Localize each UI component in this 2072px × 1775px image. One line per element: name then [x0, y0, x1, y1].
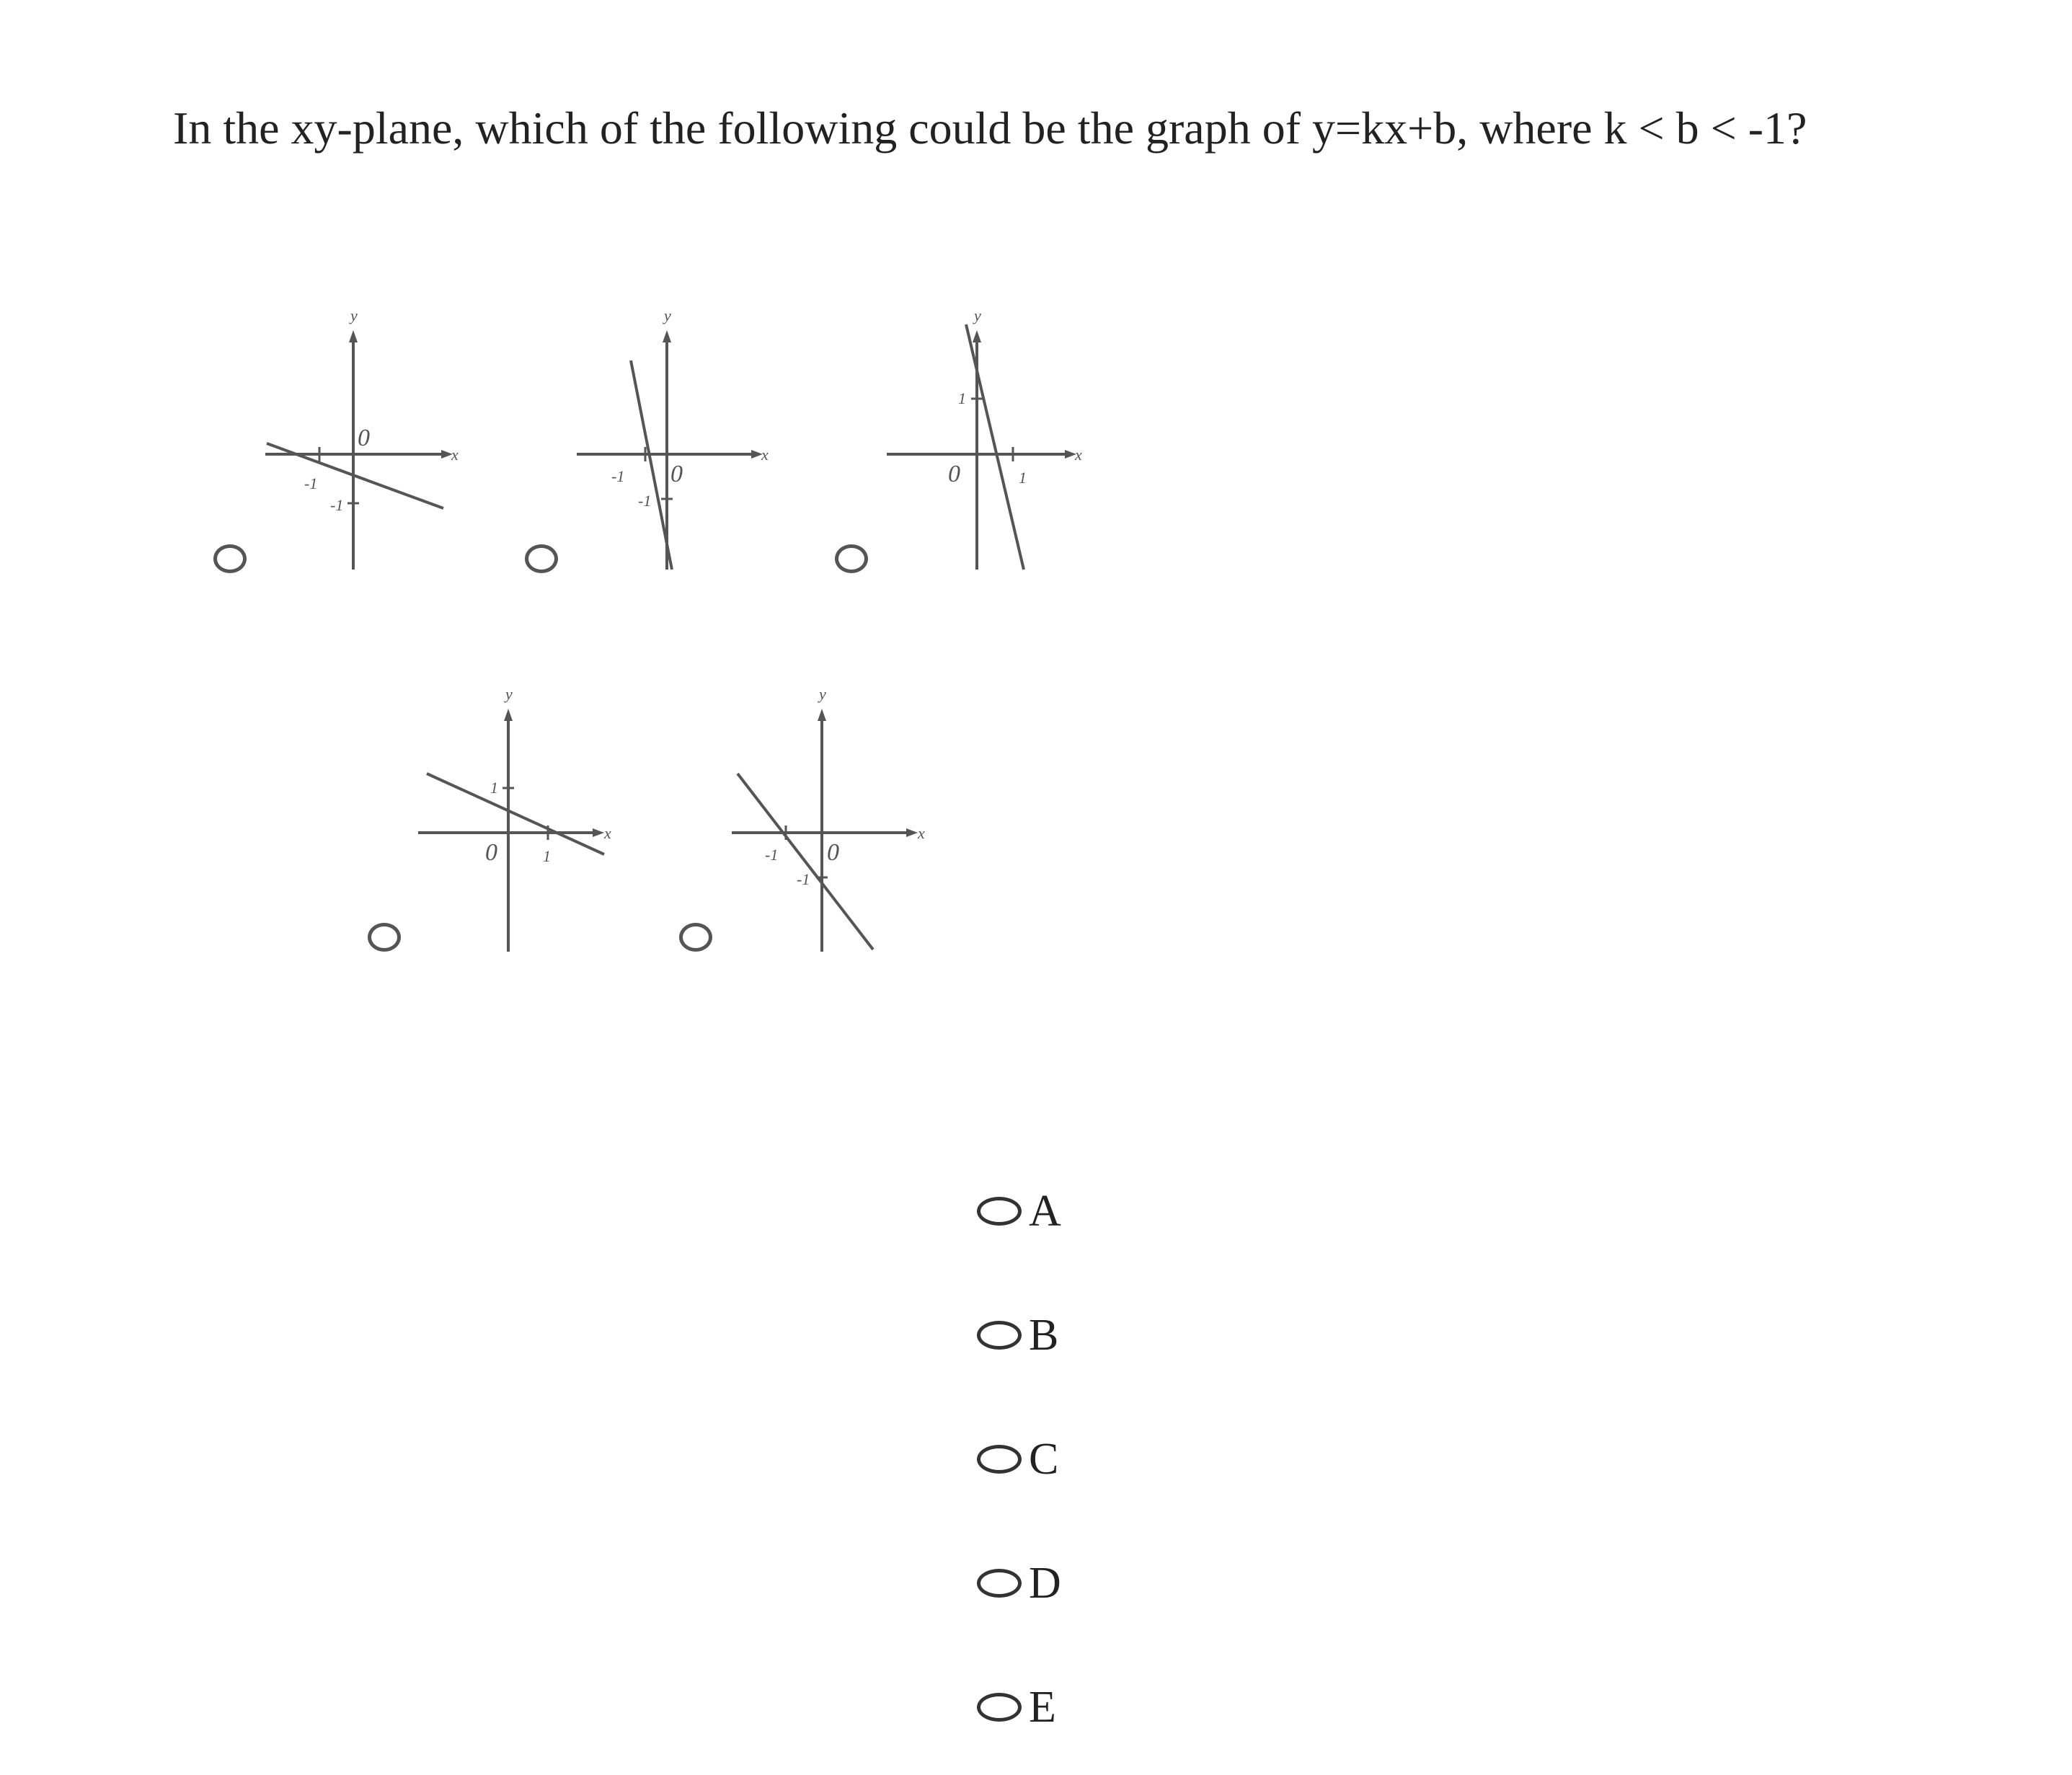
graph-d-y-label: y — [505, 685, 513, 703]
graph-e-x-label: x — [918, 824, 925, 842]
graph-e-line — [738, 774, 873, 950]
radio-c-icon[interactable] — [977, 1445, 1022, 1474]
graph-b-y-label: y — [664, 306, 671, 324]
choice-e-label: E — [1029, 1683, 1056, 1732]
radio-a-icon[interactable] — [977, 1197, 1022, 1226]
graph-b-tick-label-x: -1 — [611, 467, 625, 485]
graph-d-circle-icon — [368, 923, 401, 952]
graph-a-y-arrow-icon — [349, 330, 358, 342]
graph-a-x-label: x — [451, 446, 459, 464]
graph-e-y-label: y — [819, 685, 826, 703]
graph-e-tick-label-x: -1 — [765, 846, 779, 864]
graph-e — [725, 681, 941, 955]
graph-c-y-label: y — [974, 306, 981, 324]
graph-c-origin-label: 0 — [948, 461, 960, 487]
graph-a-origin-label: 0 — [358, 425, 370, 451]
graph-c-x-label: x — [1075, 446, 1082, 464]
graph-b-circle-icon — [525, 544, 558, 573]
graph-d-tick-label-y: 1 — [490, 779, 498, 797]
choice-b-label: B — [1029, 1311, 1059, 1360]
choice-d-label: D — [1029, 1559, 1061, 1608]
graph-b-origin-label: 0 — [670, 461, 683, 487]
graph-e-origin-label: 0 — [827, 839, 839, 866]
radio-d-icon[interactable] — [977, 1569, 1022, 1598]
choice-a[interactable] — [977, 1182, 1061, 1240]
graph-d — [411, 681, 627, 955]
graph-a — [260, 303, 476, 577]
graph-a-circle-icon — [213, 544, 247, 573]
graph-d-tick-label-x: 1 — [543, 847, 551, 865]
graph-d-line — [427, 774, 604, 854]
graph-e-tick-label-y: -1 — [797, 870, 810, 888]
radio-b-icon[interactable] — [977, 1321, 1022, 1350]
graph-c-circle-icon — [835, 544, 868, 573]
choice-c-label: C — [1029, 1435, 1059, 1484]
graph-b-y-arrow-icon — [663, 330, 671, 342]
choice-e[interactable] — [977, 1678, 1056, 1736]
graph-d-origin-label: 0 — [485, 839, 497, 866]
graph-a-tick-label-y: -1 — [330, 496, 344, 514]
graph-c — [883, 303, 1099, 577]
graph-d-y-arrow-icon — [504, 709, 513, 721]
graph-b — [570, 303, 786, 577]
graph-e-y-arrow-icon — [818, 709, 826, 721]
graph-e-circle-icon — [679, 923, 712, 952]
graph-b-x-label: x — [761, 446, 769, 464]
graph-c-y-arrow-icon — [973, 330, 981, 342]
choice-a-label: A — [1029, 1187, 1061, 1236]
choice-d[interactable] — [977, 1554, 1061, 1612]
choice-c[interactable] — [977, 1430, 1058, 1488]
graph-e-x-arrow-icon — [906, 828, 918, 837]
graph-b-tick-label-y: -1 — [638, 492, 652, 510]
graph-c-line — [966, 324, 1024, 570]
graph-d-x-label: x — [604, 824, 611, 842]
graph-c-tick-label-x: 1 — [1019, 469, 1027, 487]
graph-d-x-arrow-icon — [593, 828, 604, 837]
graph-a-y-label: y — [350, 306, 358, 324]
graph-c-tick-label-y: 1 — [958, 389, 966, 407]
question-text: In the xy-plane, which of the following could be the graph of y=kx+b, where k < b < -1? — [173, 102, 1807, 154]
graph-a-tick-label-x: -1 — [304, 474, 318, 492]
radio-e-icon[interactable] — [977, 1693, 1022, 1722]
choice-b[interactable] — [977, 1306, 1058, 1364]
